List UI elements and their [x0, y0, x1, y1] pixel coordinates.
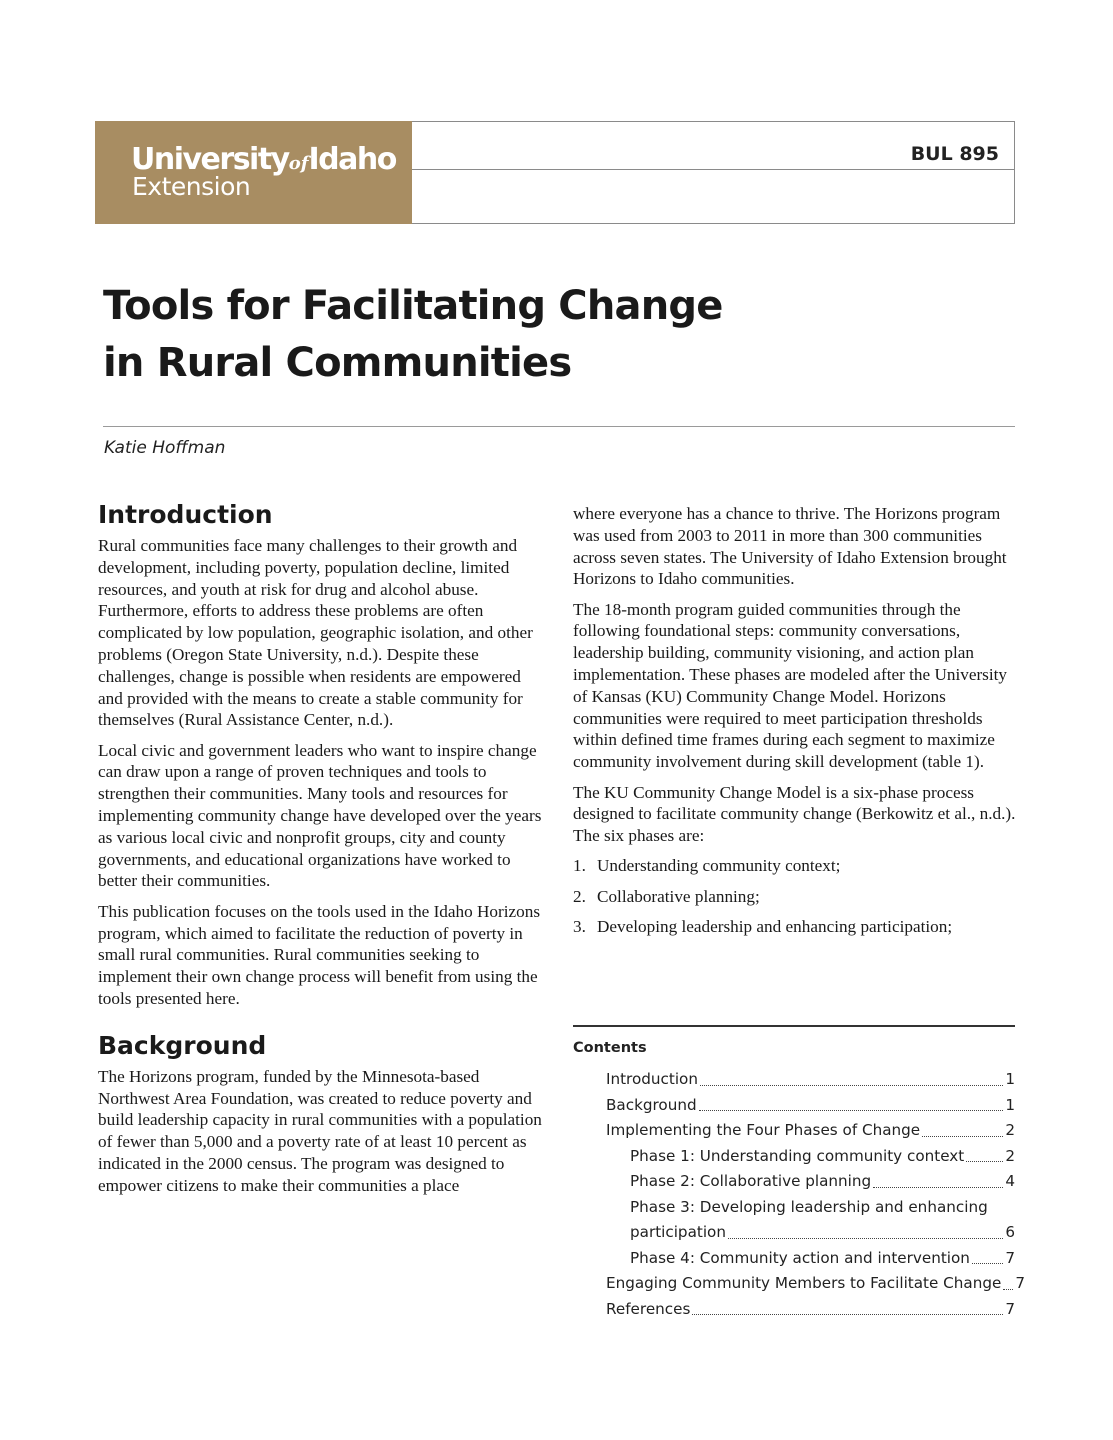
background-paragraph: The 18-month program guided communities through the following foundational steps: community conversations, leadership building, community visioning, and action plan implementation. These phases are modeled after the University of Kansas (KU) Community Change Model. Horizons communities were required to meet participation thresholds within defined time frames during each segment to maximize community involvement during skill development (table 1). — [573, 599, 1008, 772]
list-item: 2. Collaborative planning; — [573, 886, 760, 906]
phases-list — [573, 855, 1018, 937]
masthead — [95, 121, 1015, 224]
university-logo — [95, 121, 412, 224]
list-item: 1. Understanding community context; — [573, 856, 841, 876]
toc-item[interactable]: Implementing the Four Phases of Change 2 — [606, 1121, 1015, 1139]
left-column — [98, 500, 543, 1205]
toc-item[interactable]: Introduction 1 — [606, 1070, 1015, 1088]
logo-wordmark: UniversityofIdaho — [131, 142, 396, 177]
bulletin-number: BUL 895 — [910, 143, 999, 165]
intro-paragraph: Rural communities face many challenges to their growth and development, including poverty, population decline, limited resources, and youth at risk for drug and alcohol abuse. Furthermore, efforts to address these problems are often complicated by low population, geographic isolation, and other problems (Oregon State University, n.d.). Despite these challenges, change is possible when residents are empowered and provided with the means to create a stable community for themselves (Rural Assistance Center, n.d.). — [98, 536, 533, 730]
contents-title: Contents — [573, 1040, 647, 1056]
author: Katie Hoffman — [104, 438, 226, 458]
table-of-contents — [573, 1025, 1025, 1322]
toc-item[interactable]: Phase 2: Collaborative planning 4 — [630, 1172, 1015, 1190]
introduction-heading: Introduction — [98, 500, 273, 529]
toc-item[interactable]: Phase 1: Understanding community context 2 — [630, 1146, 1015, 1165]
intro-paragraph: Local civic and government leaders who want to inspire change can draw upon a range of proven techniques and tools to strengthen their communities. Many tools and resources for implementing community change have developed over the years as various local civic and nonprofit groups, city and county governments, and educational organizations have worked to better their communities. — [98, 740, 542, 891]
logo-extension: Extension — [132, 172, 251, 201]
intro-paragraph: This publication focuses on the tools used in the Idaho Horizons program, which aimed to facilitate the reduction of poverty in small rural communities. Rural communities seeking to implement their own change process will benefit from using the tools presented here. — [98, 901, 541, 1008]
header-divider — [412, 169, 1014, 170]
toc-item[interactable]: Engaging Community Members to Facilitate Change 7 — [606, 1274, 1025, 1292]
toc-item[interactable]: Phase 4: Community action and intervention 7 — [630, 1248, 1015, 1267]
background-paragraph: The KU Community Change Model is a six-phase process designed to facilitate community change (Berkowitz et al., n.d.). The six phases are: — [573, 782, 1016, 846]
list-item: 3. Developing leadership and enhancing participation; — [573, 916, 953, 936]
toc-item[interactable]: References 7 — [606, 1299, 1015, 1318]
background-heading: Background — [98, 1030, 267, 1060]
right-column — [573, 503, 1018, 946]
toc-item[interactable]: Phase 3: Developing leadership and enhancing participation 6 — [630, 1197, 1015, 1241]
background-paragraph: The Horizons program, funded by the Minnesota-based Northwest Area Foundation, was created to reduce poverty and build leadership capacity in rural communities with a population of fewer than 5,000 and a poverty rate of at least 10 percent as indicated in the 2000 census. The program was designed to empower citizens to make their communities a place — [98, 1066, 542, 1195]
title-divider — [103, 426, 1015, 427]
background-paragraph-continued: where everyone has a chance to thrive. The Horizons program was used from 2003 to 2011 in more than 300 communities across seven states. The University of Idaho Extension brought Horizons to Idaho communities. — [573, 504, 1007, 589]
toc-item[interactable]: Background 1 — [606, 1095, 1015, 1114]
page-title: Tools for Facilitating Change in Rural Communities — [103, 283, 723, 386]
